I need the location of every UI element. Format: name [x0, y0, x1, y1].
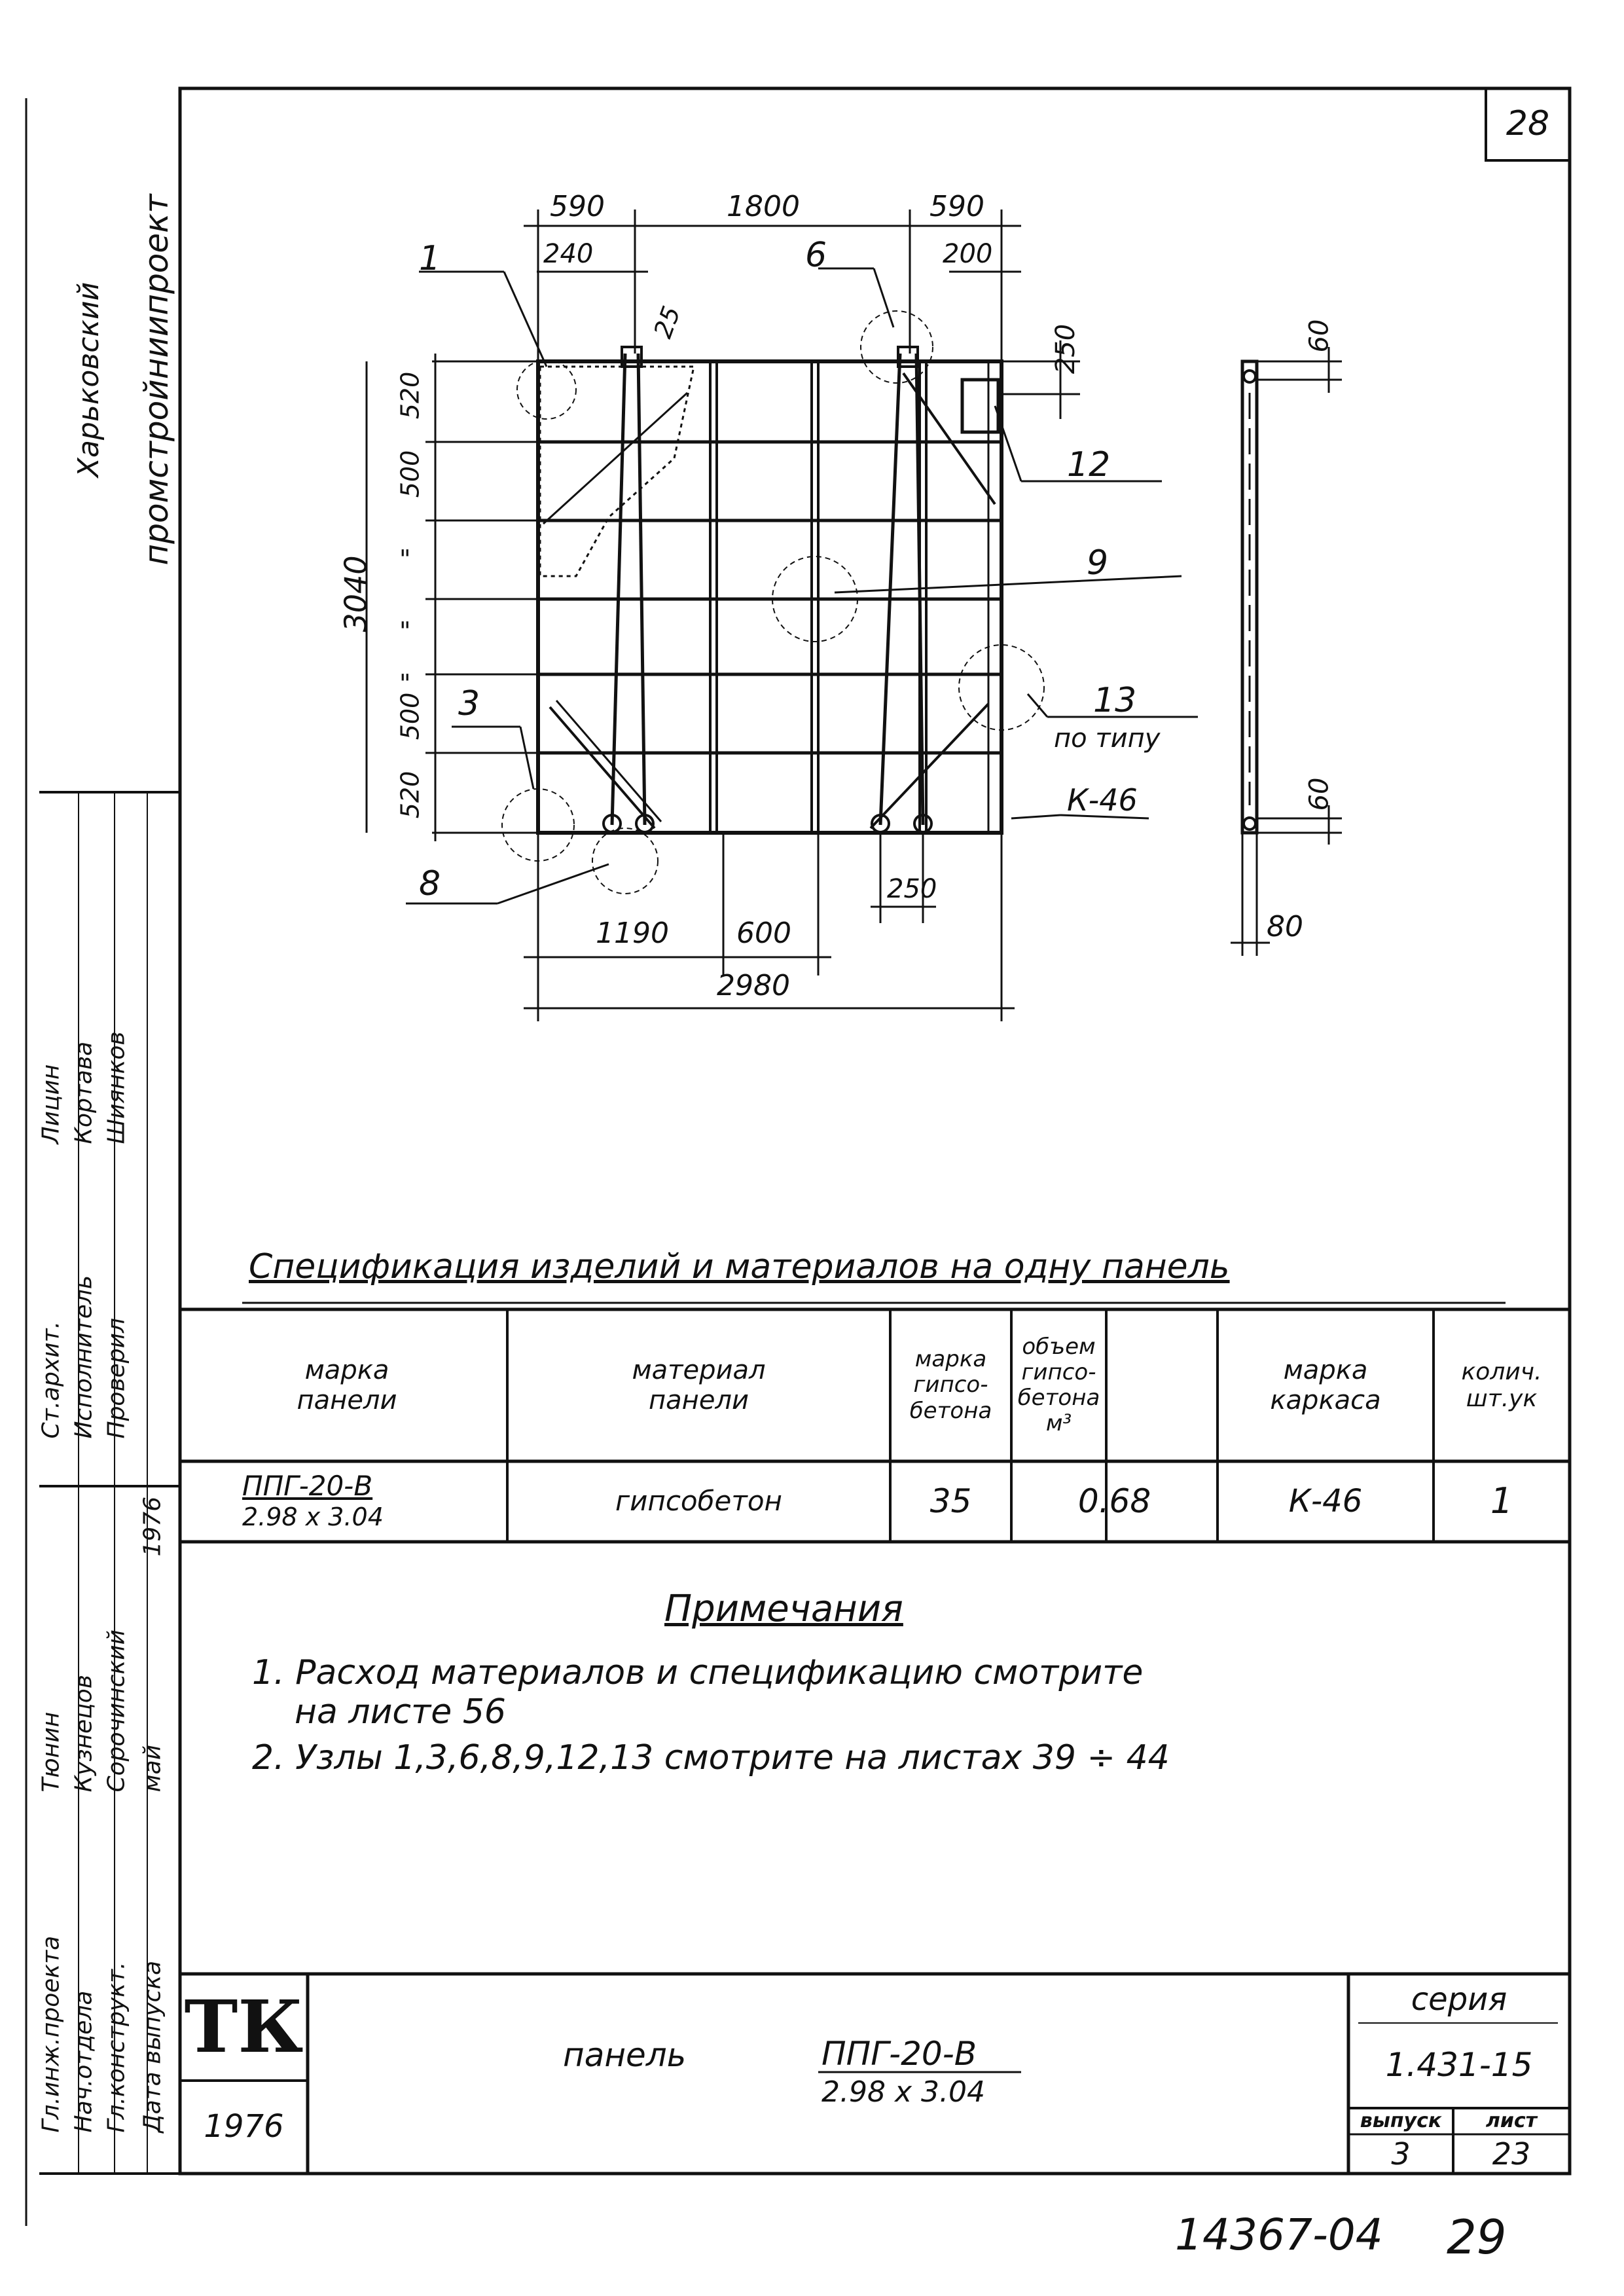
left-dimension-chain [386, 361, 425, 833]
role-issue-date: Дата выпуска [139, 1960, 166, 2133]
dim-left-520-bottom: 520 [395, 771, 425, 819]
callout-9: 9 [1087, 543, 1109, 583]
spec-header-frame: марка каркаса [1270, 1355, 1381, 1415]
notes-line2: 2. Узлы 1,3,6,8,9,12,13 смотрите на листах 39 ÷ 44 [252, 1738, 1170, 1777]
spec-header-material: материал панели [632, 1355, 766, 1415]
callout-3: 3 [458, 684, 480, 723]
panel-elevation [502, 311, 1044, 894]
side-dim-top-60: 60 [1304, 319, 1335, 353]
name-executor: Кортава [70, 1041, 98, 1144]
role-dept-head: Нач.отдела [70, 1990, 98, 2133]
callout-6: 6 [805, 236, 827, 275]
name-checker: Шиянков [103, 1031, 130, 1144]
stamp-issue-value: 3 [1391, 2136, 1411, 2172]
dim-top-left: 590 [550, 190, 605, 223]
signature-block [39, 792, 180, 2174]
bottom-page-number: 29 [1447, 2210, 1507, 2265]
side-dim-80: 80 [1267, 910, 1303, 943]
spec-header-panel-mark: марка панели [297, 1355, 397, 1415]
callout-1: 1 [419, 239, 441, 278]
dim-left-ditto-1: " [399, 545, 411, 574]
dim-left-500-b: 500 [395, 692, 425, 740]
spec-header-gypsum-grade: марка гипсо-бетона [909, 1346, 992, 1424]
spec-row-frame: К-46 [1288, 1482, 1363, 1520]
dim-bottom-1190: 1190 [596, 917, 669, 950]
notes-line1: 1. Расход материалов и спецификацию смотрите [252, 1653, 1144, 1692]
stamp-sheet-label: лист [1485, 2109, 1538, 2132]
stamp-logo: ТК [184, 1984, 304, 2069]
dim-left-ditto-2: " [399, 617, 411, 646]
name-chief-designer: Сорочинский [103, 1629, 130, 1793]
spec-row-qty: 1 [1490, 1480, 1513, 1522]
dim-left-ditto-3: " [399, 669, 411, 698]
role-senior-architect: Ст.архит. [37, 1321, 65, 1439]
name-dept-head: Кузнецов [70, 1675, 98, 1793]
stamp-name-label: панель [563, 2036, 687, 2074]
side-dim-bottom-60: 60 [1304, 777, 1335, 811]
dim-bottom-600: 600 [736, 917, 791, 950]
org-name-line1: Харьковский [72, 282, 105, 478]
stamp-year: 1976 [204, 2108, 284, 2145]
dim-top-middle: 1800 [727, 190, 800, 223]
role-chief-engineer: Гл.инж.проекта [37, 1935, 65, 2133]
spec-row-mark-bottom: 2.98 x 3.04 [242, 1503, 384, 1531]
callout-13-note: по типу [1054, 723, 1161, 754]
stamp-name-mark: ППГ-20-В [821, 2035, 977, 2073]
name-senior-architect: Лицин [37, 1064, 65, 1144]
notes-line1b: на листе 56 [295, 1692, 506, 1732]
side-section [1231, 347, 1342, 956]
dim-left-520-top: 520 [395, 371, 425, 420]
stamp-series-value: 1.431-15 [1385, 2046, 1533, 2085]
callout-13: 13 [1093, 681, 1137, 720]
dim-250-top: 250 [1051, 323, 1081, 374]
spec-row-mark-top: ППГ-20-В [242, 1470, 373, 1502]
callout-8: 8 [419, 864, 441, 903]
spec-row-material: гипсобетон [615, 1485, 782, 1518]
org-name-line2: промстройниипроект [137, 194, 175, 566]
name-chief-engineer: Тюнин [37, 1711, 65, 1793]
spec-header-qty: колич. шт.ук [1461, 1358, 1542, 1412]
spec-row-gypsum-grade: 35 [929, 1482, 972, 1520]
role-executor: Исполнитель [70, 1275, 98, 1439]
stamp-name-size: 2.98 x 3.04 [821, 2075, 985, 2109]
dim-200: 200 [943, 239, 993, 269]
callout-k46: К-46 [1067, 782, 1138, 818]
spec-header-volume: объем гипсо-бетона м³ [1017, 1333, 1100, 1437]
stamp-sheet-value: 23 [1492, 2136, 1531, 2172]
role-chief-designer: Гл.конструкт. [103, 1961, 130, 2133]
stamp-series-label: серия [1411, 1981, 1507, 2018]
notes-title: Примечания [664, 1588, 903, 1630]
dim-height: 3040 [338, 555, 374, 632]
issue-year: 1976 [139, 1496, 166, 1557]
bottom-doc-number: 14367-04 [1175, 2210, 1383, 2260]
dim-250-bottom: 250 [887, 874, 937, 904]
dim-left-500-a: 500 [395, 450, 425, 498]
callout-12: 12 [1067, 445, 1111, 484]
dim-width: 2980 [717, 969, 790, 1002]
spec-row-volume: 0.68 [1077, 1482, 1151, 1520]
role-checker: Проверил [103, 1317, 130, 1439]
spec-title: Спецификация изделий и материалов на одну панель [249, 1247, 1230, 1286]
issue-month: май [139, 1744, 166, 1793]
corner-sheet-number: 28 [1506, 104, 1550, 144]
dim-240: 240 [543, 239, 594, 269]
dim-25: 25 [648, 302, 687, 342]
dim-top-right: 590 [929, 190, 984, 223]
stamp-issue-label: выпуск [1360, 2109, 1442, 2132]
